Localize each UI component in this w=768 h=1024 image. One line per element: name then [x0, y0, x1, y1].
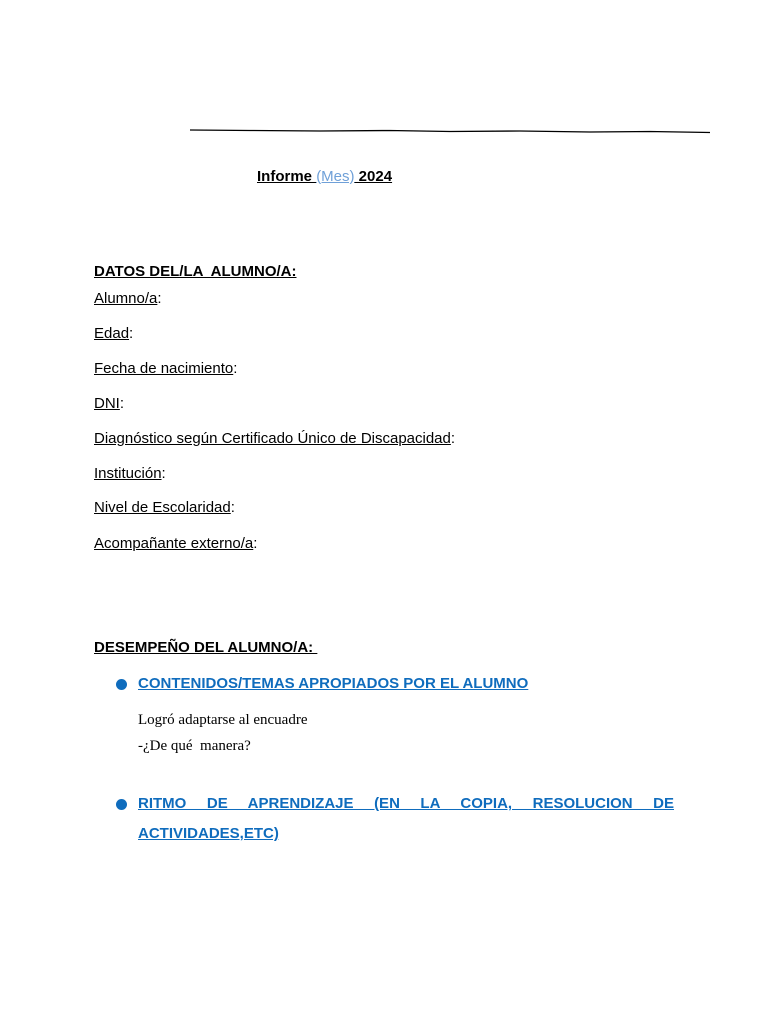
- field-fecha-nacimiento: [94, 360, 237, 377]
- header-rule: [190, 128, 710, 134]
- field-colon: :: [230, 499, 235, 516]
- field-edad: [94, 325, 133, 342]
- field-colon: :: [450, 430, 456, 447]
- field-label: Alumno/a: [94, 290, 158, 307]
- ritmo-heading: [138, 789, 674, 849]
- field-colon: :: [233, 360, 238, 377]
- report-title: [257, 168, 392, 185]
- note-line: -¿De qué manera?: [138, 738, 251, 754]
- contenidos-heading: CONTENIDOS/TEMAS APROPIADOS POR EL ALUMNO: [138, 675, 529, 692]
- field-colon: :: [157, 290, 162, 307]
- bullet-dot-icon: [116, 799, 127, 810]
- field-dni: [94, 395, 124, 412]
- field-alumno: [94, 290, 162, 307]
- field-nivel-escolaridad: [94, 499, 235, 516]
- student-data-heading: DATOS DEL/LA ALUMNO/A:: [94, 263, 297, 280]
- field-institucion: [94, 465, 166, 482]
- field-label: Fecha de nacimiento: [94, 360, 234, 377]
- field-label: Acompañante externo/a: [94, 535, 254, 552]
- title-month: (Mes): [316, 168, 355, 185]
- field-colon: :: [161, 465, 166, 482]
- title-prefix: Informe: [257, 168, 317, 185]
- ritmo-heading-line1: RITMO DE APRENDIZAJE (EN LA COPIA, RESOLUCION DE: [138, 795, 674, 812]
- field-label: Nivel de Escolaridad: [94, 499, 231, 516]
- field-colon: :: [129, 325, 134, 342]
- field-label: Institución: [94, 465, 162, 482]
- field-diagnostico: [94, 430, 455, 447]
- field-colon: :: [253, 535, 258, 552]
- field-label: Edad: [94, 325, 130, 342]
- title-year: 2024: [354, 168, 393, 185]
- field-label: DNI: [94, 395, 120, 412]
- note-line: Logró adaptarse al encuadre: [138, 712, 308, 728]
- performance-heading: DESEMPEÑO DEL ALUMNO/A:: [94, 639, 318, 656]
- field-acompanante: [94, 535, 257, 552]
- field-label: Diagnóstico según Certificado Único de Discapacidad: [94, 430, 451, 447]
- ritmo-heading-line2: ACTIVIDADES,ETC): [138, 825, 279, 842]
- field-colon: :: [119, 395, 125, 412]
- bullet-dot-icon: [116, 679, 127, 690]
